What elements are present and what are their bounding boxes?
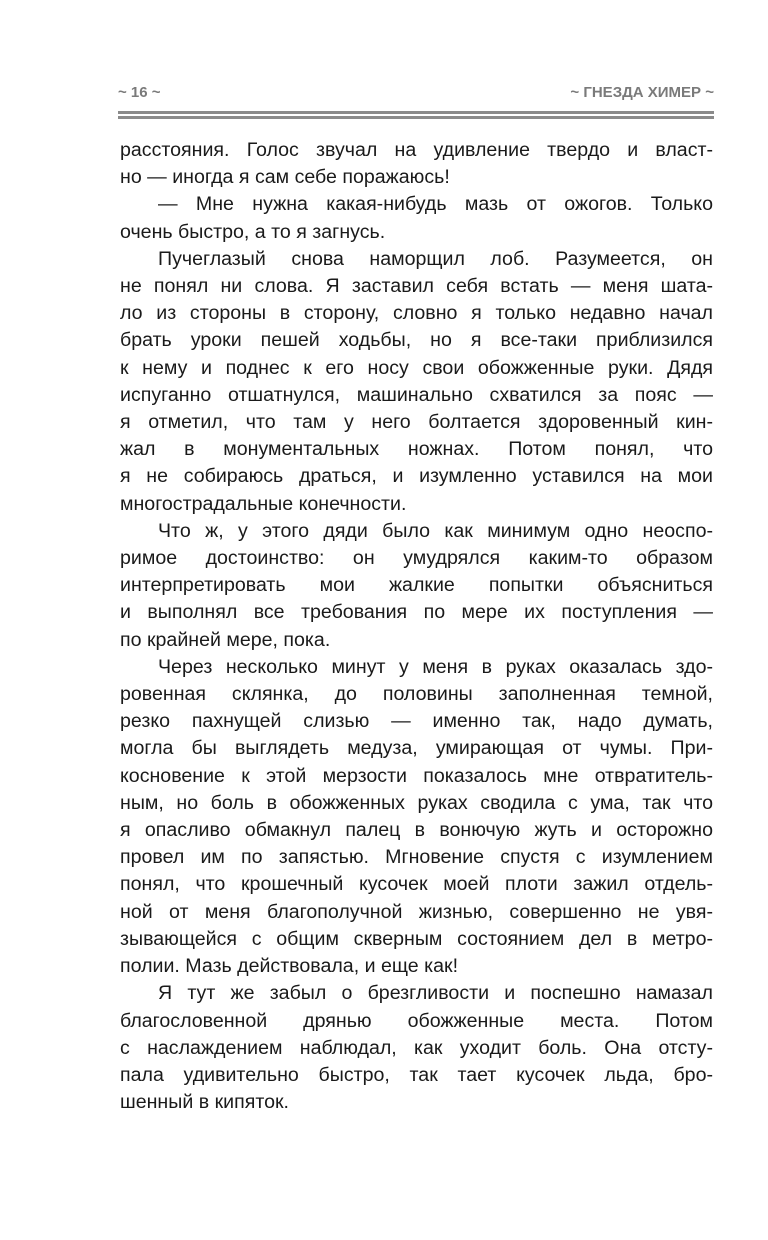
paragraph xyxy=(120,654,713,980)
running-header xyxy=(118,84,714,106)
text-line: я опасливо обмакнул палец в вонючую жуть и осторожно xyxy=(120,819,713,842)
paragraph xyxy=(120,137,713,191)
text-line: ровенная склянка, до половины заполненная темной, xyxy=(120,683,713,706)
text-line: с наслаждением наблюдал, как уходит боль. Она отсту- xyxy=(120,1036,713,1059)
text-line: очень быстро, а то я загнусь. xyxy=(120,220,386,243)
text-line: но — иногда я сам себе поражаюсь! xyxy=(120,166,450,189)
text-line: провел им по запястью. Мгновение спустя с изумлением xyxy=(120,846,713,869)
text-line: зывающейся с общим скверным состоянием дел в метро- xyxy=(120,927,713,950)
text-line: ной от меня благополучной жизнью, совершенно не увя- xyxy=(120,900,713,923)
header-rule-top xyxy=(118,111,714,114)
text-line: понял, что крошечный кусочек моей плоти зажил отдель- xyxy=(120,873,713,896)
text-line: резко пахнущей слизью — именно так, надо думать, xyxy=(120,710,713,733)
text-line: я отметил, что там у него болтается здоровенный кин- xyxy=(120,411,713,434)
body-text xyxy=(120,137,713,1116)
text-line: Через несколько минут у меня в руках оказалась здо- xyxy=(158,655,713,678)
text-line: испуганно отшатнулся, машинально схватился за пояс — xyxy=(120,383,713,406)
text-line: Пучеглазый снова наморщил лоб. Разумеется, он xyxy=(158,247,713,270)
paragraph xyxy=(120,246,713,518)
text-line: расстояния. Голос звучал на удивление твердо и власт- xyxy=(120,139,713,161)
text-line: благословенной дрянью обожженные места. Потом xyxy=(120,1009,713,1032)
text-line: косновение к этой мерзости показалось мне отвратитель- xyxy=(120,764,713,787)
text-line: интерпретировать мои жалкие попытки объясниться xyxy=(120,574,713,597)
text-line: Что ж, у этого дяди было как минимум одно неоспо- xyxy=(158,519,713,542)
paragraph xyxy=(120,980,713,1116)
text-line: жал в монументальных ножнах. Потом понял, что xyxy=(120,438,713,461)
text-line: я не собираюсь драться, и изумленно уставился на мои xyxy=(120,465,713,488)
text-line: брать уроки пешей ходьбы, но я все-таки приблизился xyxy=(120,329,713,352)
text-line: по крайней мере, пока. xyxy=(120,628,331,651)
page-number: ~ 16 ~ xyxy=(118,84,161,101)
text-line: пала удивительно быстро, так тает кусочек льда, бро- xyxy=(120,1063,713,1086)
text-line: к нему и поднес к его носу свои обожженные руки. Дядя xyxy=(120,356,713,379)
text-line: римое достоинство: он умудрялся каким-то образом xyxy=(120,547,713,570)
header-rule-bottom xyxy=(118,116,714,119)
text-line: многострадальные конечности. xyxy=(120,492,407,515)
book-title: ~ ГНЕЗДА ХИМЕР ~ xyxy=(570,84,714,101)
paragraph xyxy=(120,518,713,654)
text-line: и выполнял все требования по мере их поступления — xyxy=(120,601,713,624)
text-line: ло из стороны в сторону, словно я только недавно начал xyxy=(120,302,713,325)
text-line: — Мне нужна какая-нибудь мазь от ожогов. Только xyxy=(158,193,713,216)
text-line: полии. Мазь действовала, и еще как! xyxy=(120,955,459,978)
paragraph xyxy=(120,191,713,245)
text-line: не понял ни слова. Я заставил себя встать — меня шата- xyxy=(120,275,713,298)
text-line: Я тут же забыл о брезгливости и поспешно намазал xyxy=(158,982,713,1005)
text-line: могла бы выглядеть медуза, умирающая от чумы. При- xyxy=(120,737,713,760)
text-line: ным, но боль в обожженных руках сводила с ума, так что xyxy=(120,791,713,814)
text-line: шенный в кипяток. xyxy=(120,1091,289,1114)
